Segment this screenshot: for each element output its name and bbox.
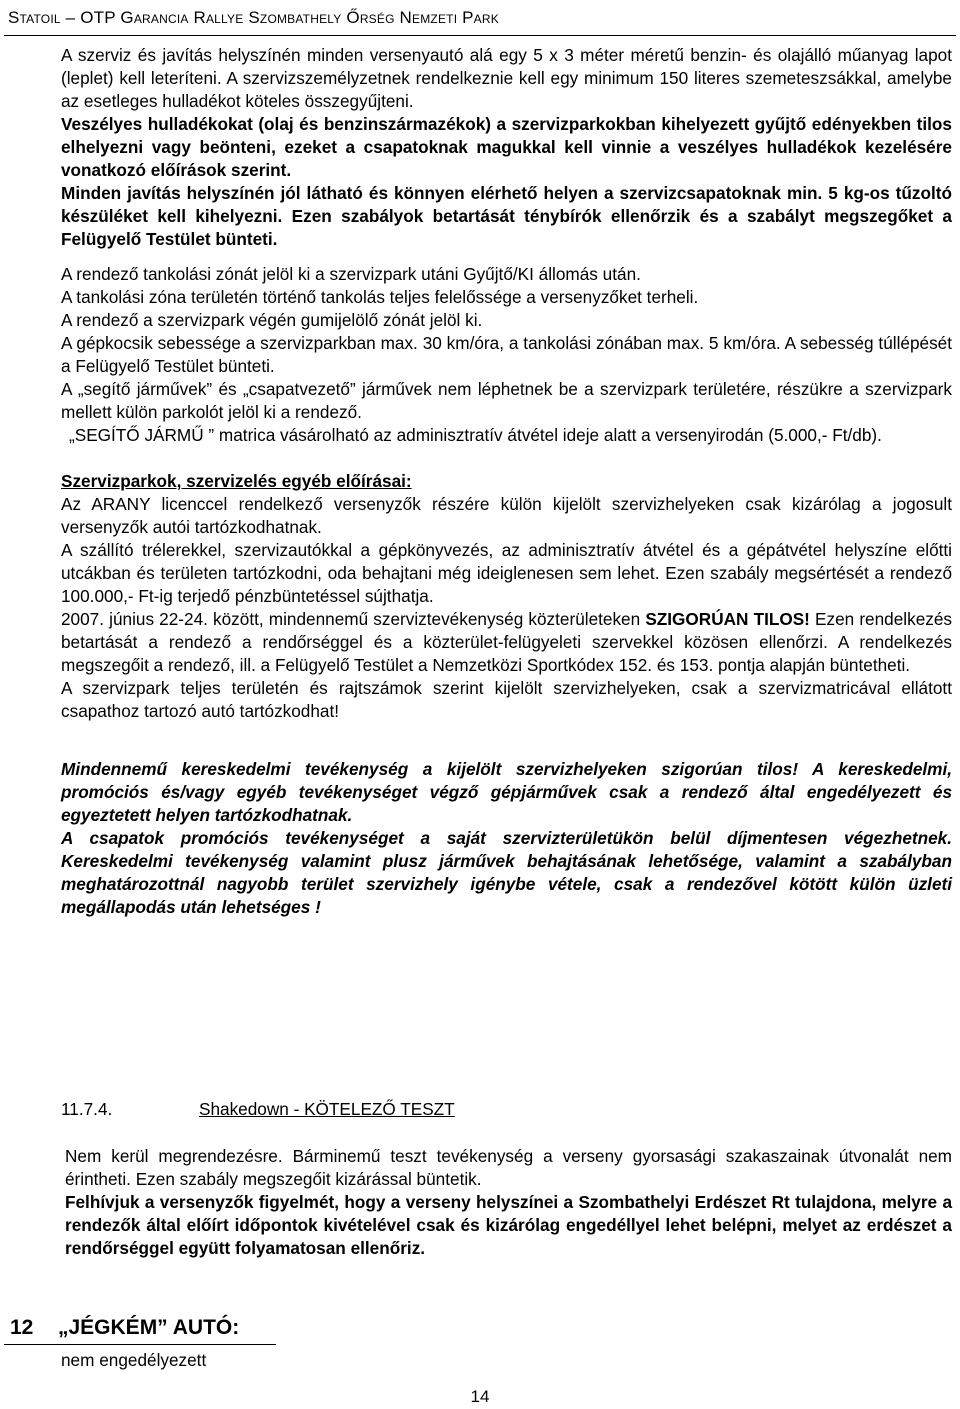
chapter-heading: [10, 1316, 239, 1340]
line-speed-limit: A gépkocsik sebessége a szervizparkban max. 30 km/óra, a tankolási zónában max. 5 km/óra. A sebesség túllépését a Felügyelő Testület bünteti.: [61, 333, 952, 376]
chapter-subtext: nem engedélyezett: [61, 1350, 207, 1370]
paragraph-extinguisher: Minden javítás helyszínén jól látható és könnyen elérhető helyen a szervizcsapatoknak min. 5 kg-os tűzoltó készüléket kell kihelyezni. Ezen szabályok betartását ténybírók ellenőrzik és a szabályt megszegőket a Felügyelő Testület bünteti.: [61, 183, 952, 249]
line-support-vehicles: A „segítő járművek” és „csapatvezető” járművek nem léphetnek be a szervizpark területére, részükre a szervizpark mellett külön parkolót jelöl ki a rendező.: [61, 379, 952, 422]
service-public-pre: 2007. június 22-24. között, mindennemű szerviztevékenység közterületeken: [61, 609, 646, 629]
service-trailers: A szállító trélerekkel, szervizautókkal a gépkönyvezés, az adminisztratív átvétel és a gépátvétel helyszíne előtti utcákban és területen tartózkodni, oda behajtani még ideiglenesen sem lehet. Ezen szabály megsértését a rendező 100.000,- Ft-ig terjedő pénzbüntetéssel sújthatja.: [61, 540, 952, 606]
commercial-paragraph-1: Mindennemű kereskedelmi tevékenység a kijelölt szervizhelyeken szigorúan tilos! A kereskedelmi, promóciós és/vagy egyéb tevékenységet végző gépjárművek csak a rendező által engedélyezett és egyeztetett helyen tartózkodhatnak.: [61, 759, 952, 825]
line-tyre-zone: A rendező a szervizpark végén gumijelölő zónát jelöl ki.: [61, 310, 483, 330]
service-heading: Szervizparkok, szervizelés egyéb előírásai:: [61, 471, 412, 491]
service-public-post: Ezen rendelkezés betartását a rendező a rendőrséggel és a közterület-felügyeleti szervekkel közösen ellenőrzi. A rendelkezés megszegőit a rendező, ill. a Felügyelő Testület a Nemzetközi Sportkódex 152. és 153. pontja alapján büntetheti.: [61, 609, 953, 675]
chapter-rule: [4, 1344, 276, 1345]
header-rule: [4, 35, 956, 36]
shakedown-text: [65, 1145, 952, 1260]
shakedown-paragraph-1: Nem kerül megrendezésre. Bárminemű teszt tevékenység a verseny gyorsasági szakaszainak útvonalát nem érintheti. Ezen szabály megszegőit kizárással büntetik.: [65, 1146, 952, 1189]
commercial-paragraph-2: A csapatok promóciós tevékenységet a saját szervizterületükön belül díjmentesen végezhetnek. Kereskedelmi tevékenység valamint plusz járművek behajtásának lehetősége, valamint a szabályban meghatározottnál nagyobb terület szervizhely igénybe vétele, csak a rendezővel kötött külön üzleti megállapodás után lehetséges !: [61, 828, 952, 917]
line-refuel-zone: A rendező tankolási zónát jelöl ki a szervizpark utáni Gyűjtő/KI állomás után.: [61, 264, 641, 284]
spacer: [61, 723, 952, 758]
line-refuel-responsibility: A tankolási zóna területén történő tankolás teljes felelőssége a versenyzőket terheli.: [61, 287, 699, 307]
section-heading: [61, 1099, 455, 1120]
spacer: [61, 447, 952, 470]
main-text: [61, 44, 952, 919]
page-number: 14: [470, 1387, 490, 1406]
chapter-title: „JÉGKÉM” AUTÓ:: [58, 1316, 240, 1339]
service-gold-licence: Az ARANY licenccel rendelkező versenyzők részére külön kijelölt szervizhelyeken csak kizárólag a jogosult versenyzők autói tartózkodhatnak.: [61, 494, 952, 537]
chapter-number: 12: [10, 1316, 34, 1339]
service-sticker-rule: A szervizpark teljes területén és rajtszámok szerint kijelölt szervizhelyeken, csak a szervizmatricával ellátott csapathoz tartozó autó tartózkodhat!: [61, 678, 952, 721]
running-header: Statoil – OTP Garancia Rallye Szombathely Őrség Nemzeti Park: [8, 8, 499, 27]
section-title: Shakedown - KÖTELEZŐ TESZT: [199, 1099, 455, 1119]
paragraph-hazardous-waste: Veszélyes hulladékokat (olaj és benzinszármazékok) a szervizparkokban kihelyezett gyűjtő edényekben tilos elhelyezni vagy beönteni, ezeket a csapatoknak magukkal kell vinnie a veszélyes hulladékok kezelésére vonatkozó előírások szerint.: [61, 114, 952, 180]
service-public-areas: [61, 608, 952, 677]
paragraph-mat: A szerviz és javítás helyszínén minden versenyautó alá egy 5 x 3 méter méretű benzin- és olajálló műanyag lapot (leplet) kell leteríteni. A szervizszemélyzetnek rendelkeznie kell egy minimum 150 literes szemeteszsákkal, amelybe az esetleges hulladékot köteles összegyűjteni.: [61, 45, 952, 111]
section-number: 11.7.4.: [61, 1099, 113, 1119]
shakedown-paragraph-2: Felhívjuk a versenyzők figyelmét, hogy a verseny helyszínei a Szombathelyi Erdészet Rt tulajdona, melyre a rendezők által előírt időpontok kivételével csak és kizárólag engedéllyel lehet belépni, melyet az erdészet a rendőrséggel együtt folyamatosan ellenőriz.: [65, 1192, 952, 1258]
spacer: [61, 251, 952, 263]
line-sticker: „SEGÍTŐ JÁRMŰ ” matrica vásárolható az adminisztratív átvétel ideje alatt a versenyirodán (5.000,- Ft/db).: [69, 425, 882, 445]
service-public-strict: SZIGORÚAN TILOS!: [645, 609, 810, 629]
